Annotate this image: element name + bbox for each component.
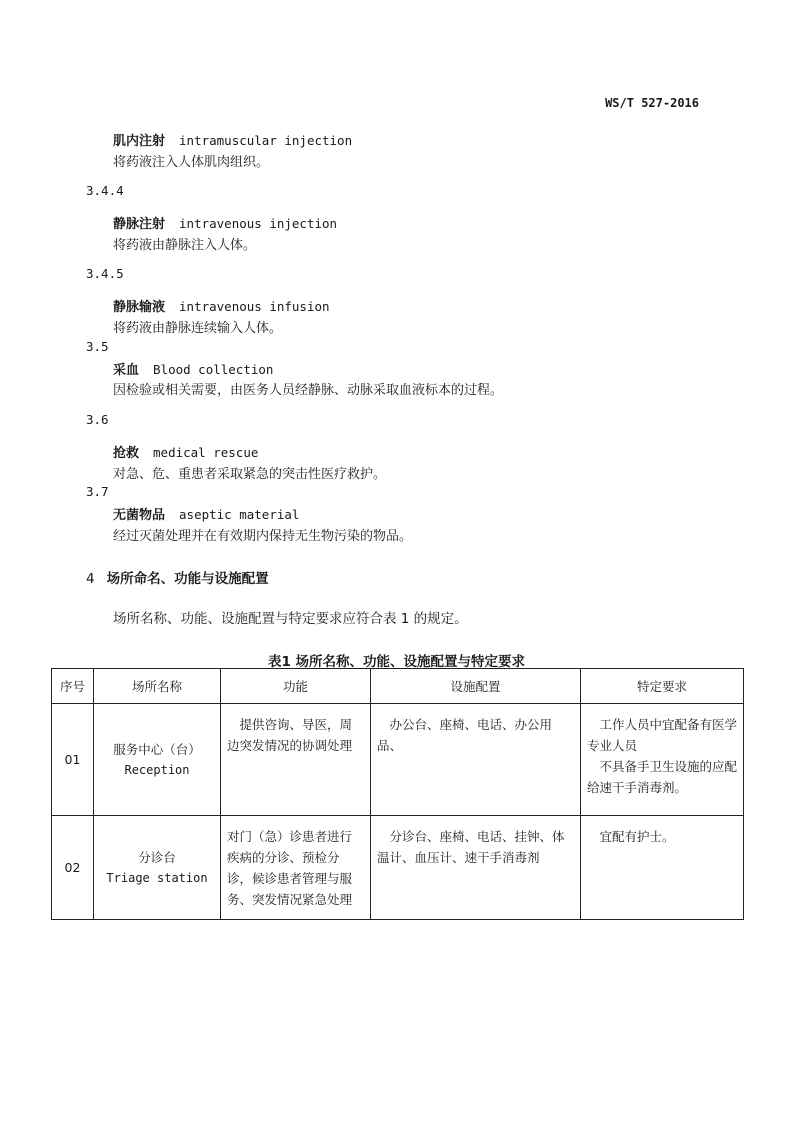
term-zh: 静脉注射 xyxy=(113,217,166,232)
place-name-zh: 服务中心（台） xyxy=(113,741,201,757)
term-zh: 采血 xyxy=(113,363,140,378)
section-number: 4 xyxy=(86,571,95,587)
header-facilities: 设施配置 xyxy=(371,669,581,704)
header-function: 功能 xyxy=(221,669,371,704)
place-name xyxy=(94,816,221,920)
term-definition: 将药液注入人体肌肉组织。 xyxy=(113,155,270,170)
term-definition: 将药液由静脉连续输入人体。 xyxy=(113,321,283,336)
place-name-en: Reception xyxy=(124,762,190,777)
header-requirements: 特定要求 xyxy=(581,669,744,704)
term-heading xyxy=(113,130,352,149)
clause-number: 3.6 xyxy=(86,412,109,427)
place-name xyxy=(94,704,221,816)
term-en: intravenous injection xyxy=(179,216,338,231)
function-cell: 提供咨询、导医，周边突发情况的协调处理 xyxy=(221,704,371,816)
row-number: 02 xyxy=(52,816,94,920)
header-place: 场所名称 xyxy=(94,669,221,704)
requirement-line: 不具备手卫生设施的应配给速干手消毒剂。 xyxy=(587,759,738,795)
term-heading xyxy=(113,504,299,523)
term-en: medical rescue xyxy=(153,445,259,460)
function-cell: 对门（急）诊患者进行疾病的分诊、预检分诊，候诊患者管理与服务、突发情况紧急处理 xyxy=(221,816,371,920)
term-en: Blood collection xyxy=(153,362,274,377)
header-no: 序号 xyxy=(52,669,94,704)
term-heading xyxy=(113,213,337,232)
term-en: intramuscular injection xyxy=(179,133,353,148)
term-zh: 抢救 xyxy=(113,446,140,461)
term-definition: 经过灭菌处理并在有效期内保持无生物污染的物品。 xyxy=(113,529,413,544)
clause-number: 3.4.4 xyxy=(86,183,124,198)
term-zh: 静脉输液 xyxy=(113,300,166,315)
clause-number: 3.7 xyxy=(86,484,109,499)
requirements-cell xyxy=(581,704,744,816)
place-name-zh: 分诊台 xyxy=(138,849,176,865)
table-caption: 表1 场所名称、功能、设施配置与特定要求 xyxy=(267,654,526,670)
row-number: 01 xyxy=(52,704,94,816)
requirements-table xyxy=(51,668,744,920)
table-row xyxy=(52,704,744,816)
facilities-cell: 分诊台、座椅、电话、挂钟、体温计、血压计、速干手消毒剂 xyxy=(371,816,581,920)
section-title xyxy=(86,567,269,587)
term-zh: 无菌物品 xyxy=(113,508,166,523)
term-zh: 肌内注射 xyxy=(113,134,166,149)
term-heading xyxy=(113,359,273,378)
clause-number: 3.5 xyxy=(86,339,109,354)
term-heading xyxy=(113,442,258,461)
place-name-en: Triage station xyxy=(106,870,208,885)
requirement-line: 宜配有护士。 xyxy=(599,829,675,844)
term-definition: 对急、危、重患者采取紧急的突击性医疗救护。 xyxy=(113,467,387,482)
clause-number: 3.4.5 xyxy=(86,266,124,281)
term-en: intravenous infusion xyxy=(179,299,330,314)
term-definition: 将药液由静脉注入人体。 xyxy=(113,238,257,253)
term-heading xyxy=(113,296,330,315)
facilities-cell: 办公台、座椅、电话、办公用品、 xyxy=(371,704,581,816)
section-title-text: 场所命名、功能与设施配置 xyxy=(106,571,269,587)
requirement-line: 工作人员中宜配备有医学专业人员 xyxy=(587,717,738,753)
term-en: aseptic material xyxy=(179,507,300,522)
requirements-cell xyxy=(581,816,744,920)
table-header-row xyxy=(52,669,744,704)
term-definition: 因检验或相关需要，由医务人员经静脉、动脉采取血液标本的过程。 xyxy=(113,383,504,398)
standard-code: WS/T 527-2016 xyxy=(605,96,699,110)
section-paragraph: 场所名称、功能、设施配置与特定要求应符合表 1 的规定。 xyxy=(113,611,468,627)
table-row xyxy=(52,816,744,920)
